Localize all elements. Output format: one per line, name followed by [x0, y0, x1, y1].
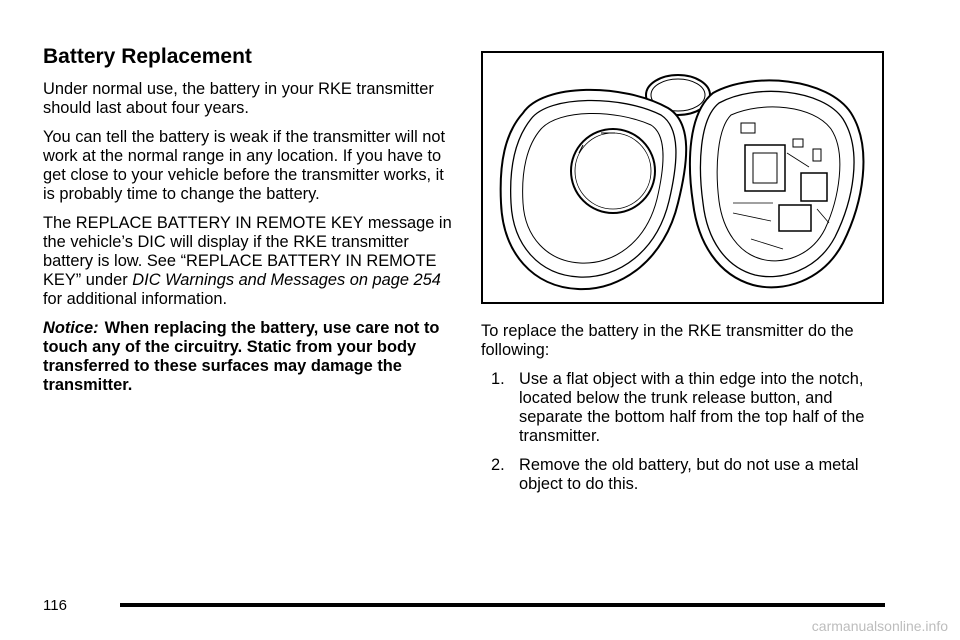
step-text: Use a flat object with a thin edge into the notch, located below the trunk release button, and separate the bottom half from the top half of the transmitter. [519, 370, 865, 445]
dic-text-b: for additional information. [43, 290, 228, 308]
page-number: 116 [43, 597, 67, 614]
paragraph-battery-life: Under normal use, the battery in your RKE transmitter should last about four years. [43, 80, 434, 117]
step-text: Remove the old battery, but do not use a metal object to do this. [519, 456, 859, 493]
right-column [481, 322, 891, 504]
transmitter-drawing [483, 53, 882, 302]
dic-reference-link: DIC Warnings and Messages on page 254 [132, 271, 441, 289]
list-item [491, 370, 891, 446]
notice-label: Notice: [43, 319, 99, 337]
footer-divider [120, 603, 885, 607]
notice-text: When replacing the battery, use care not to touch any of the circuitry. Static from your body transferred to these surfaces may damage the transmitter. [43, 319, 440, 394]
section-heading: Battery Replacement [43, 45, 252, 68]
step-number: 2. [491, 456, 505, 474]
dic-text-a: The REPLACE BATTERY IN REMOTE KEY message in the vehicle’s DIC will display if the RKE transmitter battery is low. See “REPLACE BATTERY IN REMOTE KEY” under [43, 214, 452, 289]
steps-intro: To replace the battery in the RKE transmitter do the following: [481, 322, 854, 359]
left-column [43, 44, 453, 405]
list-item [491, 456, 891, 494]
paragraph-dic-message [43, 214, 453, 309]
transmitter-illustration [481, 51, 884, 304]
steps-list [481, 370, 891, 494]
step-number: 1. [491, 370, 505, 388]
paragraph-weak-battery: You can tell the battery is weak if the transmitter will not work at the normal range in any location. If you have to get close to your vehicle before the transmitter works, it is probably time to change the battery. [43, 128, 446, 203]
notice-block [43, 319, 453, 395]
watermark-text: carmanualsonline.info [811, 618, 948, 634]
